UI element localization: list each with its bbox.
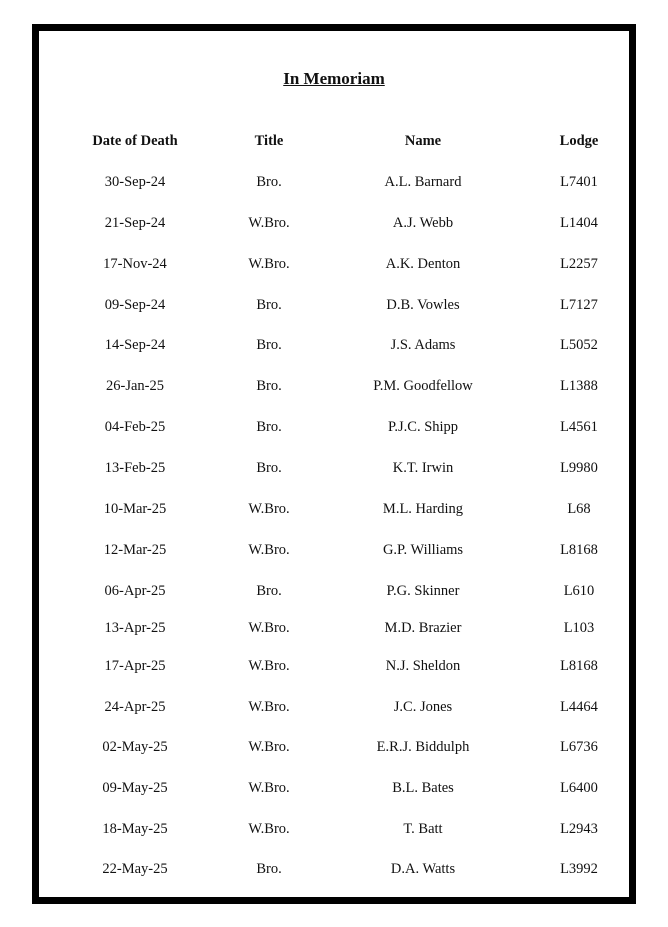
- lodge-cell: L7127: [560, 297, 598, 313]
- lodge-cell: L3992: [560, 861, 598, 877]
- table-row: [39, 658, 629, 678]
- table-row: [39, 215, 629, 235]
- title-cell: W.Bro.: [248, 501, 290, 517]
- table-row: [39, 861, 629, 881]
- date-cell: 04-Feb-25: [104, 419, 166, 435]
- title-cell: Bro.: [256, 460, 282, 476]
- lodge-cell: L4464: [560, 699, 598, 715]
- title-cell: W.Bro.: [248, 215, 290, 231]
- table-row: [39, 583, 629, 603]
- title-cell: W.Bro.: [248, 256, 290, 272]
- column-header-date: Date of Death: [92, 133, 178, 149]
- name-cell: D.B. Vowles: [386, 297, 460, 313]
- date-cell: 10-Mar-25: [103, 501, 167, 517]
- lodge-cell: L8168: [560, 658, 598, 674]
- lodge-cell: L2943: [560, 821, 598, 837]
- name-cell: M.D. Brazier: [384, 620, 462, 636]
- date-cell: 14-Sep-24: [104, 337, 166, 353]
- table-row: [39, 780, 629, 800]
- name-cell: J.C. Jones: [393, 699, 453, 715]
- table-row: [39, 542, 629, 562]
- name-cell: K.T. Irwin: [392, 460, 454, 476]
- table-row: [39, 699, 629, 719]
- table-row: [39, 419, 629, 439]
- date-cell: 30-Sep-24: [104, 174, 166, 190]
- date-cell: 13-Apr-25: [104, 620, 166, 636]
- table-row: [39, 460, 629, 480]
- name-cell: J.S. Adams: [390, 337, 456, 353]
- name-cell: B.L. Bates: [392, 780, 454, 796]
- title-cell: W.Bro.: [248, 821, 290, 837]
- lodge-cell: L7401: [560, 174, 598, 190]
- date-cell: 21-Sep-24: [104, 215, 166, 231]
- name-cell: A.J. Webb: [392, 215, 454, 231]
- lodge-cell: L1404: [560, 215, 598, 231]
- title-cell: W.Bro.: [248, 739, 290, 755]
- date-cell: 24-Apr-25: [104, 699, 166, 715]
- date-cell: 18-May-25: [102, 821, 168, 837]
- table-row: [39, 256, 629, 276]
- date-cell: 13-Feb-25: [104, 460, 166, 476]
- lodge-cell: L9980: [560, 460, 598, 476]
- page-title: In Memoriam: [283, 69, 385, 88]
- date-cell: 09-May-25: [102, 780, 168, 796]
- title-cell: W.Bro.: [248, 620, 290, 636]
- lodge-cell: L1388: [560, 378, 598, 394]
- title-cell: W.Bro.: [248, 699, 290, 715]
- name-cell: A.L. Barnard: [384, 174, 462, 190]
- table-row: [39, 739, 629, 759]
- name-cell: T. Batt: [403, 821, 443, 837]
- name-cell: A.K. Denton: [385, 256, 461, 272]
- title-cell: Bro.: [256, 337, 282, 353]
- date-cell: 17-Apr-25: [104, 658, 166, 674]
- title-cell: Bro.: [256, 419, 282, 435]
- date-cell: 22-May-25: [102, 861, 168, 877]
- date-cell: 17-Nov-24: [103, 256, 167, 272]
- table-row: [39, 378, 629, 398]
- title-cell: W.Bro.: [248, 658, 290, 674]
- table-row: [39, 297, 629, 317]
- lodge-cell: L103: [563, 620, 595, 636]
- title-cell: Bro.: [256, 861, 282, 877]
- column-header-name: Name: [404, 133, 442, 149]
- name-cell: P.G. Skinner: [386, 583, 460, 599]
- column-header-lodge: Lodge: [559, 133, 599, 149]
- name-cell: P.M. Goodfellow: [373, 378, 473, 394]
- date-cell: 09-Sep-24: [104, 297, 166, 313]
- name-cell: P.J.C. Shipp: [387, 419, 459, 435]
- lodge-cell: L6400: [560, 780, 598, 796]
- lodge-cell: L68: [567, 501, 591, 517]
- title-cell: Bro.: [256, 174, 282, 190]
- date-cell: 12-Mar-25: [103, 542, 167, 558]
- table-row: [39, 620, 629, 640]
- lodge-cell: L6736: [560, 739, 598, 755]
- name-cell: E.R.J. Biddulph: [376, 739, 470, 755]
- lodge-cell: L8168: [560, 542, 598, 558]
- name-cell: N.J. Sheldon: [385, 658, 461, 674]
- lodge-cell: L5052: [560, 337, 598, 353]
- name-cell: M.L. Harding: [382, 501, 464, 517]
- lodge-cell: L4561: [560, 419, 598, 435]
- column-header-title: Title: [254, 133, 284, 149]
- memoriam-document: [32, 24, 636, 904]
- title-cell: Bro.: [256, 378, 282, 394]
- lodge-cell: L610: [563, 583, 595, 599]
- table-row: [39, 501, 629, 521]
- title-cell: Bro.: [256, 583, 282, 599]
- title-cell: Bro.: [256, 297, 282, 313]
- name-cell: D.A. Watts: [390, 861, 456, 877]
- date-cell: 26-Jan-25: [106, 378, 164, 394]
- title-cell: W.Bro.: [248, 542, 290, 558]
- name-cell: G.P. Williams: [382, 542, 464, 558]
- table-row: [39, 174, 629, 194]
- table-row: [39, 337, 629, 357]
- title-cell: W.Bro.: [248, 780, 290, 796]
- date-cell: 06-Apr-25: [104, 583, 166, 599]
- table-row: [39, 821, 629, 841]
- lodge-cell: L2257: [560, 256, 598, 272]
- date-cell: 02-May-25: [102, 739, 168, 755]
